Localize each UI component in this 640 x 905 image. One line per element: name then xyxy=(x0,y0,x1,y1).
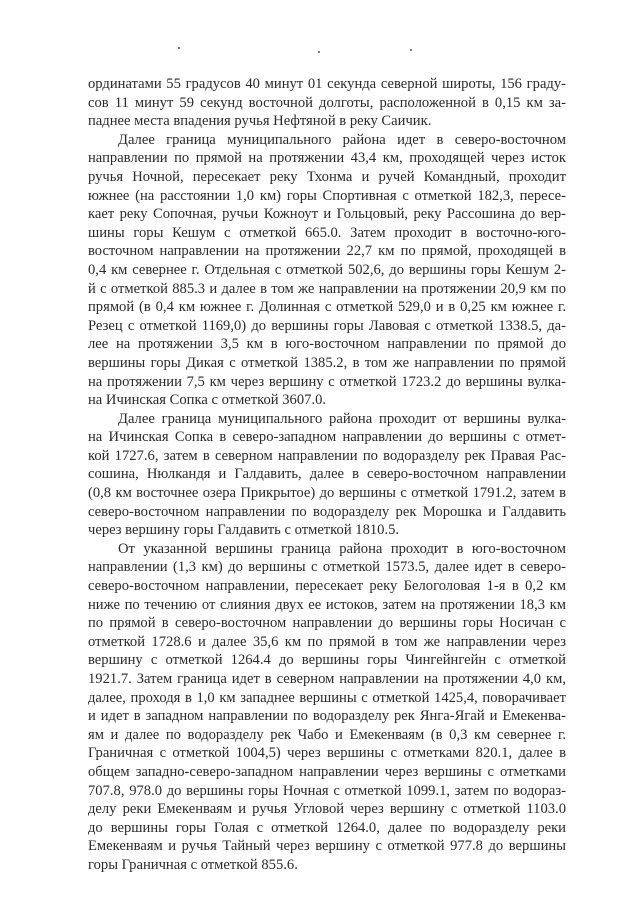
text-line: ниже по течению от слияния двух ее истоков, затем на протяжении 18,3 км xyxy=(88,596,566,613)
text-line: От указанной вершины граница района проходит в юго-восточном xyxy=(118,540,566,557)
text-line: 707.8, 978.0 до вершины горы Ночная с отметкой 1099.1, затем по водораз- xyxy=(88,782,566,799)
scan-speck xyxy=(410,49,412,51)
text-line: сов 11 минут 59 секунд восточной долготы, расположенной в 0,15 км за- xyxy=(88,94,566,111)
text-line: и идет в западном направлении по водоразделу рек Янга-Ягай и Емекенва- xyxy=(88,708,566,725)
text-line: Емекенваям и ручья Тайный через вершину с отметкой 977.8 до вершины xyxy=(88,838,566,855)
text-line: общем западно-северо-западном направлении через вершины с отметками xyxy=(88,763,566,780)
text-line: на Ичинская Сопка в северо-западном направлении до вершины с отмет- xyxy=(88,429,566,446)
text-line: отметкой 1728.6 и далее 35,6 км по прямой в том же направлении через xyxy=(88,633,566,650)
text-line: горы Граничная с отметкой 855.6. xyxy=(88,856,298,873)
text-line: южнее (на расстоянии 1,0 км) горы Спортивная с отметкой 182,3, пересе- xyxy=(88,187,566,204)
text-line: направлении (1,3 км) до вершины с отметкой 1573.5, далее идет в северо- xyxy=(88,559,566,576)
text-line: по прямой в северо-восточном направлении до вершины горы Носичан с xyxy=(88,615,566,632)
text-line: далее, проходя в 1,0 км западнее вершины с отметкой 1425,4, поворачивает xyxy=(88,689,566,706)
text-line: шины горы Кешум с отметкой 665.0. Затем проходит в восточно-юго- xyxy=(88,224,566,241)
text-line: северо-восточном направлении, пересекает реку Белоголовая 1-я в 0,2 км xyxy=(88,578,566,595)
text-line: кой 1727.6, затем в северном направлении по водоразделу рек Правая Рас- xyxy=(88,447,566,464)
text-line: ям и далее по водоразделу рек Чабо и Емекенваям (в 0,3 км севернее г. xyxy=(88,726,566,743)
text-line: й с отметкой 885.3 и далее в том же направлении на протяжении 20,9 км по xyxy=(88,280,566,297)
text-line: вершины горы Дикая с отметкой 1385.2, в том же направлении по прямой xyxy=(88,354,566,371)
scan-speck xyxy=(178,47,180,49)
scan-speck xyxy=(318,51,320,53)
text-line: Далее граница муниципального района проходит от вершины вулка- xyxy=(118,410,566,427)
text-line: Резец с отметкой 1169,0) до вершины горы Лавовая с отметкой 1338.5, да- xyxy=(88,317,566,334)
text-line: ручья Ночной, пересекает реку Тхонма и ручей Командный, проходит xyxy=(88,168,566,185)
text-line: восточном направлении на протяжении 22,7 км по прямой, проходящей в xyxy=(88,243,566,260)
text-line: на Ичинская Сопка с отметкой 3607.0. xyxy=(88,392,327,409)
text-line: сошина, Нюлкандя и Галдавить, далее в северо-восточном направлении xyxy=(88,466,566,483)
text-line: 1921.7. Затем граница идет в северном направлении на протяжении 4,0 км, xyxy=(88,671,566,687)
text-line: 0,4 км севернее г. Отдельная с отметкой 502,6, до вершины горы Кешум 2- xyxy=(88,261,566,278)
text-line: направлении по прямой на протяжении 43,4 км, проходящей через исток xyxy=(88,150,566,167)
text-line: кает реку Сопочная, ручьи Кожноут и Гольцовый, реку Рассошина до вер- xyxy=(88,206,566,223)
paragraph xyxy=(88,75,566,131)
text-line: северо-восточном направлении по водоразделу рек Морошка и Галдавить xyxy=(88,503,566,520)
text-line: через вершину горы Галдавить с отметкой 1810.5. xyxy=(88,522,400,539)
text-line: делу реки Емекенваям и ручья Угловой через вершину с отметкой 1103.0 xyxy=(88,801,566,818)
text-line: вершину с отметкой 1264.4 до вершины горы Чингейнгейн с отметкой xyxy=(88,652,566,669)
paragraph xyxy=(88,410,566,540)
text-line: Далее граница муниципального района идет в северо-восточном xyxy=(118,131,566,148)
text-line: лее на протяжении 3,5 км в юго-восточном направлении по прямой до xyxy=(88,336,566,353)
paragraph xyxy=(88,540,566,875)
text-line: ординатами 55 градусов 40 минут 01 секунда северной широты, 156 граду- xyxy=(88,76,566,92)
document-body xyxy=(88,75,566,875)
text-line: (0,8 км восточнее озера Прикрытое) до вершины с отметкой 1791.2, затем в xyxy=(88,485,566,502)
text-line: на протяжении 7,5 км через вершину с отметкой 1723.2 до вершины вулка- xyxy=(88,373,566,390)
paragraph xyxy=(88,131,566,410)
text-line: Граничная с отметкой 1004,5) через вершины с отметками 820.1, далее в xyxy=(88,745,566,762)
text-line: паднее места впадения ручья Нефтяной в реку Саичик. xyxy=(88,113,432,130)
text-line: до вершины горы Голая с отметкой 1264.0, далее по водоразделу реки xyxy=(88,819,566,836)
text-line: прямой (в 0,4 км южнее г. Долинная с отметкой 529,0 и в 0,25 км южнее г. xyxy=(88,299,566,316)
